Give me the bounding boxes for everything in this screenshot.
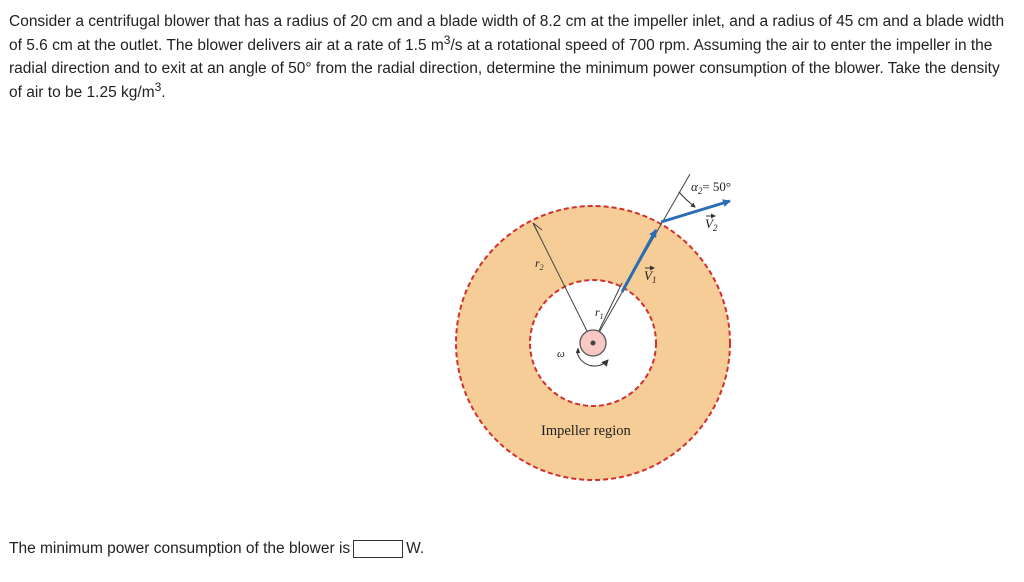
omega-label: ω <box>557 348 565 360</box>
impeller-diagram <box>430 170 760 490</box>
impeller-diagram-svg <box>430 170 760 490</box>
problem-text-part-2: /s at a rotational speed of 700 rpm. Assuming the air to enter the impeller in the radial direction and to exit at an angle of 50° from the radial direction, determine the minimum power consumption of the blower. Take the density of air to be 1.25 kg/m <box>9 36 1000 101</box>
angle-alpha2-arc <box>679 192 695 207</box>
problem-statement <box>9 10 1014 104</box>
alpha2-label: $\alpha_2= 50^\circ$ <box>691 179 732 196</box>
v1-label: $V_1$ <box>644 268 657 285</box>
problem-text-part-1: Consider a centrifugal blower that has a radius of 20 cm and a blade width of 8.2 cm at the impeller inlet, and a radius of 45 cm and a blade width of 5.6 cm at the outlet. The blower delivers air at a rate of 1.5 m <box>9 13 1005 54</box>
impeller-region-label: Impeller region <box>541 423 631 439</box>
impeller-hub-center <box>591 341 596 346</box>
velocity-v2-arrow <box>661 201 730 222</box>
answer-row <box>9 538 424 560</box>
superscript-cubed: 3 <box>154 79 162 94</box>
power-answer-input[interactable] <box>353 540 403 558</box>
problem-text-part-3: . <box>161 83 166 101</box>
v2-label: $V_2$ <box>705 216 718 233</box>
r2-label: $r_2$ <box>535 256 544 272</box>
superscript-cubed: 3 <box>443 32 451 47</box>
answer-prompt: The minimum power consumption of the blower is <box>9 540 351 557</box>
answer-unit: W. <box>406 540 425 557</box>
r1-label: $r_1$ <box>595 305 604 321</box>
